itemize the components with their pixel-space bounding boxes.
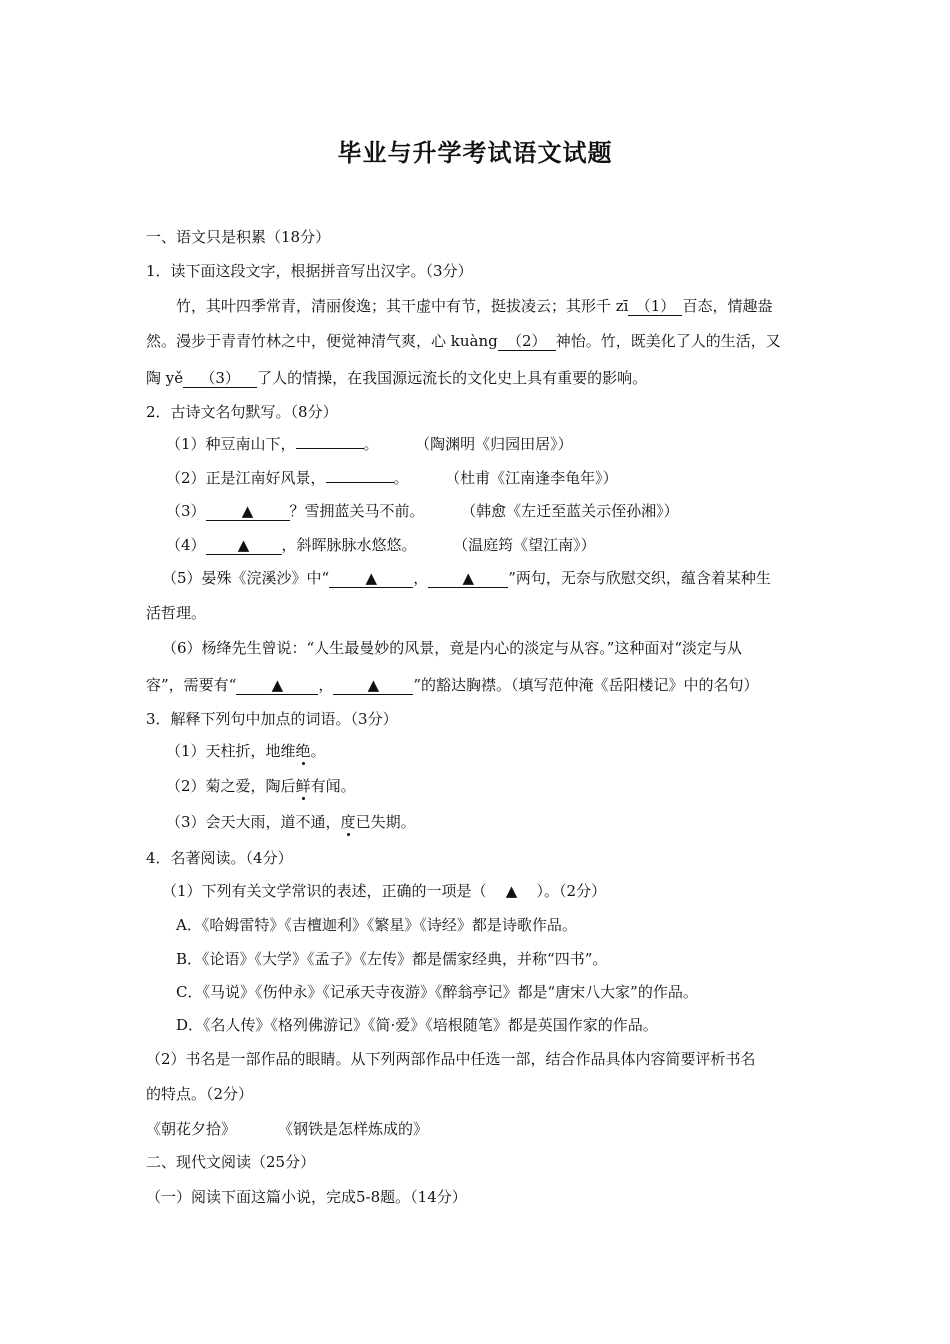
text: 。 — [393, 469, 409, 487]
book-title: 《钢铁是怎样炼成的》 — [278, 1120, 429, 1138]
source: （韩愈《左迁至蓝关示侄孙湘》） — [468, 502, 679, 520]
page-title: 毕业与升学考试语文试题 — [337, 138, 613, 167]
answer-blank: ▲ — [206, 502, 290, 521]
question-1-line-3 — [146, 368, 647, 388]
dotted-word: 绝 — [295, 742, 311, 760]
text: 已失期。 — [355, 813, 416, 831]
text: （1）下列有关文学常识的表述，正确的一项是（ — [162, 882, 487, 900]
text: ， — [318, 676, 334, 694]
question-2-stem: 2．古诗文名句默写。（8分） — [146, 403, 338, 421]
answer-blank: ▲ — [206, 536, 282, 555]
section-2-subheading: （一）阅读下面这篇小说，完成5-8题。（14分） — [146, 1188, 467, 1206]
question-2-item-6: （6）杨绛先生曾说：“人生最曼妙的风景，竟是内心的淡定与从容。”这种面对“淡定与从 — [162, 639, 743, 657]
source: （陶渊明《归园田居》） — [422, 435, 573, 453]
source: （温庭筠《望江南》） — [460, 536, 596, 554]
book-title: 《朝花夕拾》 — [146, 1120, 237, 1138]
question-2-item-2 — [166, 468, 618, 488]
question-3-item-3 — [166, 812, 416, 832]
option-c: C．《马说》《伤仲永》《记承天寺夜游》《醉翁亭记》都是“唐宋八大家”的作品。 — [176, 983, 698, 1001]
option-a: A．《哈姆雷特》《吉檀迦利》《繁星》《诗经》都是诗歌作品。 — [176, 916, 577, 934]
text: 有闻。 — [310, 777, 356, 795]
question-2-item-4 — [166, 535, 596, 555]
text: ？雪拥蓝关马不前。 — [289, 502, 425, 520]
option-b: B．《论语》《大学》《孟子》《左传》都是儒家经典，并称“四书”。 — [176, 950, 608, 968]
option-d: D．《名人传》《格列佛游记》《简·爱》《培根随笔》都是英国作家的作品。 — [176, 1016, 658, 1034]
question-1-line-2 — [146, 331, 781, 351]
answer-blank: ▲ — [236, 676, 318, 695]
text: ”的豁达胸襟。（填写范仲淹《岳阳楼记》中的名句） — [413, 676, 759, 694]
answer-blank: ▲ — [329, 569, 413, 588]
question-2-item-1 — [166, 434, 573, 454]
question-3-item-1 — [166, 741, 326, 761]
question-4-part-2: （2）书名是一部作品的眼睛。从下列两部作品中任选一部，结合作品具体内容简要评析书名 — [146, 1050, 756, 1068]
text: ）。（2分） — [536, 882, 607, 900]
blank — [326, 482, 394, 483]
text: 容”，需要有“ — [146, 676, 237, 694]
question-3-item-2 — [166, 776, 356, 796]
blank-2: （2） — [498, 332, 556, 351]
text: （5）晏殊《浣溪沙》中“ — [162, 569, 330, 587]
question-2-item-3 — [166, 501, 679, 521]
answer-blank: ▲ — [428, 569, 508, 588]
question-4-stem: 4．名著阅读。（4分） — [146, 849, 293, 867]
text: 然。漫步于青青竹林之中，便觉神清气爽，心 kuàng — [146, 332, 498, 350]
text: 神怡。竹，既美化了人的生活，又 — [555, 332, 781, 350]
text: 陶 yě — [146, 369, 184, 387]
blank-1: （1） — [628, 297, 682, 316]
book-list — [146, 1119, 428, 1139]
question-4-part-1 — [162, 881, 606, 901]
text: （1）天柱折，地维 — [166, 742, 296, 760]
dotted-word: 鲜 — [295, 777, 311, 795]
text: 。 — [310, 742, 326, 760]
text: ，斜晖脉脉水悠悠。 — [281, 536, 417, 554]
question-4-part-2-cont: 的特点。（2分） — [146, 1085, 254, 1103]
blank — [296, 448, 364, 449]
question-2-item-6-cont — [146, 675, 759, 695]
question-3-stem: 3．解释下列句中加点的词语。（3分） — [146, 710, 398, 728]
answer-mark: ▲ — [505, 882, 518, 900]
blank-3: （3） — [183, 369, 257, 388]
text: 了人的情操，在我国源远流长的文化史上具有重要的影响。 — [257, 369, 648, 387]
text: （2）菊之爱，陶后 — [166, 777, 296, 795]
text: （2）正是江南好风景， — [166, 469, 326, 487]
text: ， — [413, 569, 429, 587]
text: （1）种豆南山下， — [166, 435, 296, 453]
text: （3） — [166, 502, 206, 520]
section-1-heading: 一、语文只是积累（18分） — [146, 228, 331, 246]
text: （4） — [166, 536, 206, 554]
answer-blank: ▲ — [333, 676, 413, 695]
question-2-item-5 — [162, 568, 771, 588]
question-1-stem: 1．读下面这段文字，根据拼音写出汉字。（3分） — [146, 262, 473, 280]
text: （3）会天大雨，道不通， — [166, 813, 341, 831]
dotted-word: 度 — [340, 813, 356, 831]
text: 百态，情趣盎 — [682, 297, 773, 315]
text: ”两句，无奈与欣慰交织，蕴含着某种生 — [508, 569, 771, 587]
source: （杜甫《江南逢李龟年》） — [452, 469, 618, 487]
section-2-heading: 二、现代文阅读（25分） — [146, 1153, 316, 1171]
question-1-line-1 — [176, 296, 773, 316]
question-2-item-5-cont: 活哲理。 — [146, 604, 207, 622]
text: 。 — [363, 435, 379, 453]
text: 竹，其叶四季常青，清丽俊逸；其干虚中有节，挺拔凌云；其形千 zī — [176, 297, 629, 315]
